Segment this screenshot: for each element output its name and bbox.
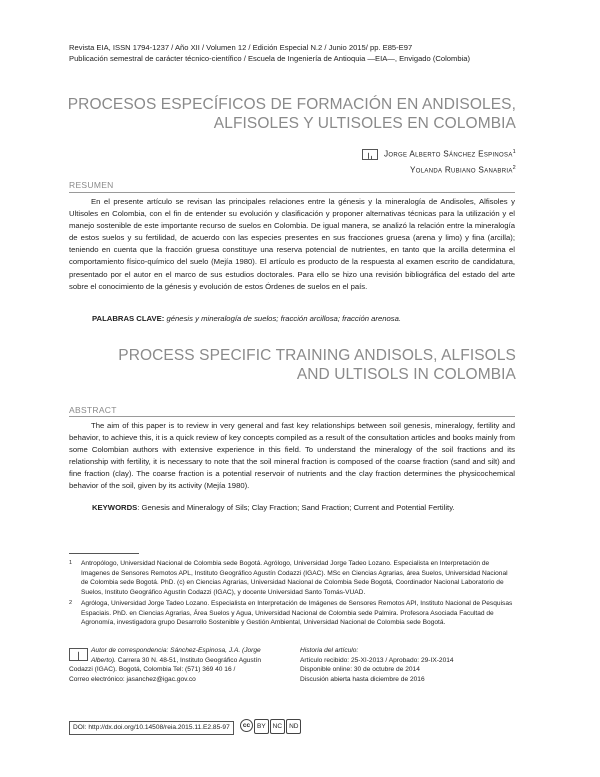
journal-header	[69, 43, 549, 64]
resumen-text: En el presente artículo se revisan las principales relaciones entre la génesis y la mineralogía de Andisoles, Alfisoles y Ultisoles en Colombia, con el fin de entender su evolución y clasificación y proponer alternativas técnicas para la utilización y el manejo sostenible de este importante recurso de suelos en Colombia. De igual manera, se analizó la relación entre la mineralogía de estos suelos y su fertilidad, de acuerdo con las especies presentes en sus fracciones gruesa (arena y limo) y fina (arcilla); teniendo en cuenta que la fracción gruesa constituye una reserva potencial de nutrientes, en tanto que la arcilla determina el comportamiento físico-químico del suelo (Mejía 1980). El artículo es producto de la respuesta al examen escrito de candidatura, presentado por el autor en el marco de sus estudios doctorales. Para ello se hizo una revisión bibliográfica del estado del arte sobre el conocimiento de la génesis y evolución de estos Órdenes de suelos en el país.	[69, 197, 515, 291]
correspondence	[69, 646, 299, 684]
abstract-label: ABSTRACT	[69, 405, 117, 415]
footnote-2	[69, 599, 515, 628]
envelope-icon	[362, 149, 378, 160]
nc-icon: NC	[270, 719, 285, 734]
doi-link[interactable]: DOI: http://dx.doi.org/10.14508/reia.2015.11.E2.85-97	[69, 721, 234, 735]
footnote-rule	[69, 553, 139, 554]
author-1-sup: 1	[512, 149, 516, 155]
author-1-name: Jorge Alberto Sánchez Espinosa	[383, 149, 513, 159]
cc-icon: cc	[240, 719, 253, 732]
correspondence-email[interactable]: Correo electrónico: jasanchez@igac.gov.co	[69, 675, 196, 683]
footnote-1-text: Antropólogo, Universidad Nacional de Colombia sede Bogotá. Agrólogo, Universidad Jorge Tadeo Lozano. Especialista en Interpretación de Imagenes de Sensores Remotos APL, Instituto Geográfico Agustín Codazzi (IGAC). MSc en Ciencias Agrarias, área Suelos, Universidad Nacional de Colombia sede Bogotá. PhD. (c) en Ciencias Agrarias, Universidad Nacional de Colombia Sede Bogotá, Coordinador Nacional Laboratorio de Suelos, Instituto Geográfico Agustín Codazzi (IGAC), y docente Universidad Santo Tomás-VUAD.	[81, 560, 508, 596]
resumen-keywords-text: génesis y mineralogía de suelos; fracción arcillosa; fracción arenosa.	[166, 314, 402, 323]
footnote-2-text: Agróloga, Universidad Jorge Tadeo Lozano. Especialista en Interpretación de Imágenes de Sensores Remotos API, Instituto Nacional de Pesquisas Espaciais. PhD. en Ciencias Agrarias, Área Suelos y Agua, Universidad Nacional de Colombia sede Palmira. Profesora Asociada Facultad de Agronomía, investigadora grupo Desarrollo Sostenible y Gestión Ambiental, Universidad Nacional de Colombia sede Bogotá.	[81, 600, 513, 627]
author-2-sup: 2	[512, 165, 516, 171]
resumen-keywords	[92, 314, 401, 323]
article-history	[300, 646, 520, 684]
title-english-line2: AND ULTISOLS IN COLOMBIA	[296, 365, 516, 383]
author-2-name: Yolanda Rubiano Sanabria	[410, 165, 513, 175]
title-english	[118, 347, 516, 384]
correspondence-line3: Codazzi (IGAC). Bogotá, Colombia Tel: (571) 369 40 16 /	[69, 666, 236, 674]
author-1	[362, 149, 516, 160]
correspondence-line1: Autor de correspondencia: Sánchez-Espinosa, J.A. (Jorge	[91, 647, 261, 654]
by-icon: BY	[254, 719, 269, 734]
history-received: Artículo recibido: 25-XI-2013 / Aprobado: 29-IX-2014	[300, 656, 454, 664]
history-online: Disponible online: 30 de octubre de 2014	[300, 666, 420, 674]
envelope-icon	[69, 648, 88, 661]
title-spanish	[68, 96, 516, 133]
nd-icon: ND	[286, 719, 301, 734]
history-discussion: Discusión abierta hasta diciembre de 2016	[300, 675, 425, 683]
license-badge[interactable]	[240, 719, 301, 734]
abstract-rule	[69, 416, 515, 417]
title-spanish-line2: ALFISOLES Y ULTISOLES EN COLOMBIA	[213, 114, 516, 132]
resumen-keywords-label: PALABRAS CLAVE:	[92, 314, 165, 323]
abstract-keywords	[92, 503, 455, 512]
journal-header-line2: Publicación semestral de carácter técnico-científico / Escuela de Ingeniería de Antioquia —EIA—, Envigado (Colombia)	[69, 53, 470, 63]
author-2	[410, 165, 516, 175]
abstract-keywords-text: : Genesis and Mineralogy of Sils; Clay Fraction; Sand Fraction; Current and Potential Fertility.	[137, 503, 455, 512]
resumen-rule	[69, 192, 515, 193]
footnote-1-number: 1	[69, 560, 73, 566]
abstract-keywords-label: KEYWORDS	[92, 503, 138, 512]
journal-header-line1: Revista EIA, ISSN 1794-1237 / Año XII / Volumen 12 / Edición Especial N.2 / Junio 2015/ pp. E85-E97	[69, 43, 413, 52]
history-title: Historia del artículo:	[300, 647, 359, 654]
title-spanish-line1: PROCESOS ESPECÍFICOS DE FORMACIÓN EN ANDISOLES,	[67, 96, 516, 113]
footnote-1	[69, 559, 515, 597]
correspondence-line2-italic: Alberto).	[91, 656, 116, 664]
abstract-text: The aim of this paper is to review in very general and fast key relationships between soil genesis, mineralogy, fertility and behavior, to achieve this, it is a quick review of key concepts compiled as a result of the consultation articles and books mainly from some Colombian authors with extensive experience in this field. To understand the mineralogy of the soil fractions and its relationship with fertility, it is necessary to note that the soil mineral fraction is composed of the coarse fraction (sand and silt) and fine fraction (clay). The coarse fraction is a potential reservoir of nutrients and the clay fraction determines the physicochemical behavior of the soil, given by its activity (Mejía 1980).	[69, 421, 515, 491]
resumen-label: RESUMEN	[69, 180, 114, 190]
footnote-2-number: 2	[69, 600, 73, 606]
title-english-line1: PROCESS SPECIFIC TRAINING ANDISOLS, ALFISOLS	[118, 347, 516, 364]
correspondence-line2: Carrera 30 N. 48-51, Instituto Geográfico Agustín	[115, 656, 262, 664]
